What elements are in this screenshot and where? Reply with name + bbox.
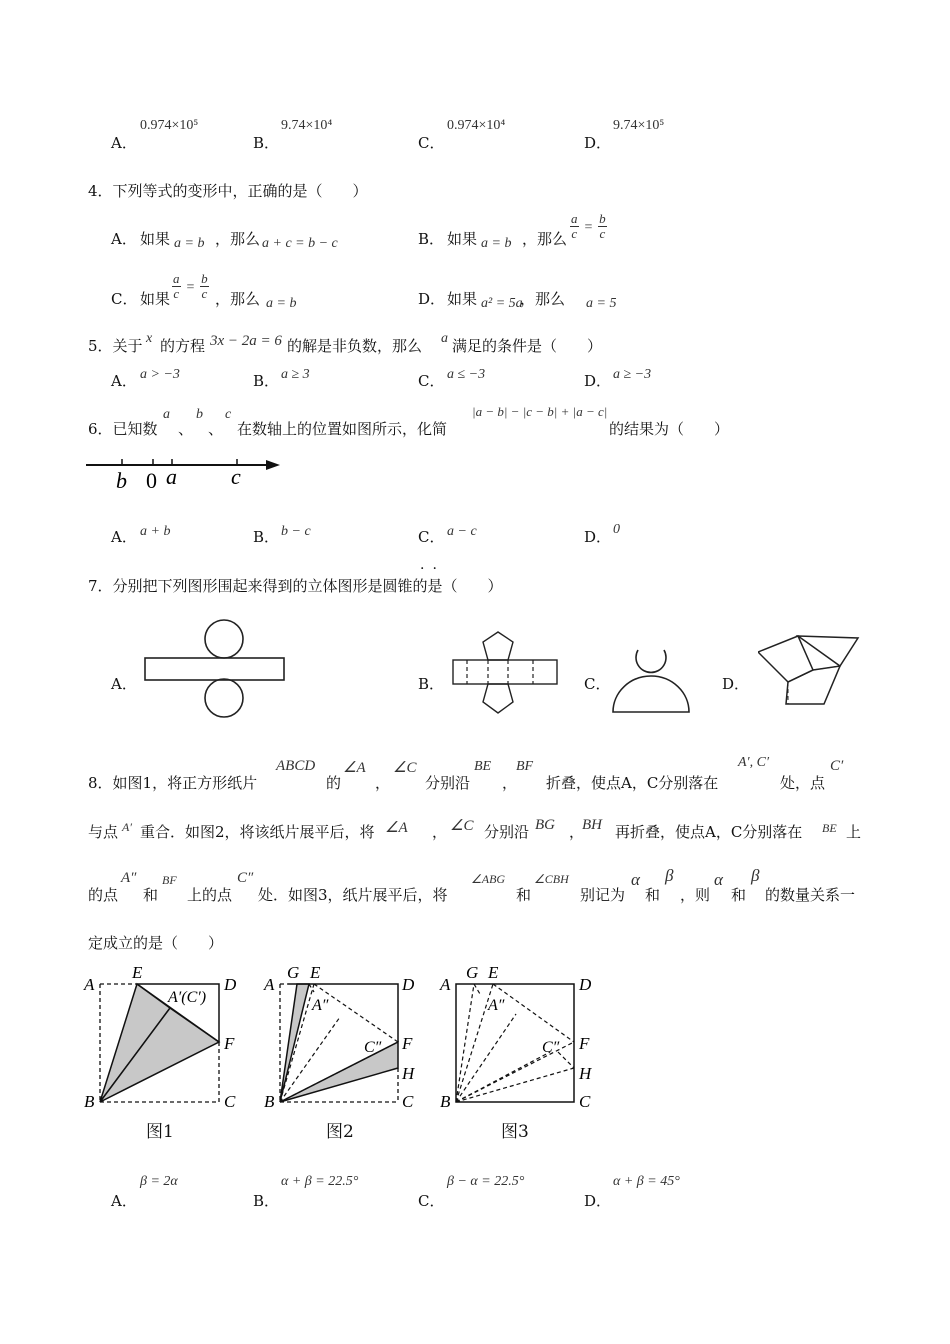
svg-text:E: E [132, 963, 143, 982]
q8-l1-t7: 处，点 [780, 774, 826, 792]
q8-l2-t7: 上 [846, 823, 862, 841]
q7-option-c-label: C． [584, 675, 611, 693]
svg-text:G: G [287, 963, 300, 982]
q8-l3-m4: ∠ABG [471, 872, 506, 886]
q8-l4: 定成立的是（ ） [88, 934, 224, 952]
q4-c-text2: ，那么 [215, 290, 261, 308]
q8-l2-m6: BE [822, 821, 837, 835]
q8-option-a-label: A． [111, 1192, 137, 1210]
q5-option-d-expr: a ≥ −3 [613, 367, 652, 382]
svg-text:G: G [466, 963, 479, 982]
figure-2-caption: 图2 [326, 1122, 354, 1142]
q8-l2-t5: ， [569, 823, 585, 841]
q8-option-c-label: C． [418, 1192, 445, 1210]
q8-option-a-expr: β = 2α [140, 1174, 178, 1189]
q8-l3-m3: C″ [237, 870, 254, 886]
q5-option-b-expr: a ≥ 3 [281, 367, 310, 382]
q8-l3-m8: α [714, 870, 723, 889]
figure-2 [260, 962, 430, 1142]
q8-l2-t6: 再折叠，使点A，C分别落在 [615, 823, 803, 841]
q8-l1-m6: A′, C′ [738, 755, 770, 770]
q4-option-c-label: C． [111, 290, 138, 308]
q6-text1: 6．已知数 [88, 420, 158, 438]
q4-d-cond: a² = 5a [481, 296, 523, 311]
svg-text:A′(C′): A′(C′) [168, 989, 207, 1006]
net-triangular-pyramid [758, 632, 863, 712]
q4-c-fraction-eq: $\frac{a}{c}$ = $\frac{b}{c}$ [173, 271, 208, 301]
q8-l3-m2: BF [162, 873, 177, 887]
svg-text:A″: A″ [488, 997, 505, 1014]
q5-var-x: x [146, 331, 153, 346]
arrow-icon [266, 460, 280, 470]
q5-text4: 满足的条件是（ ） [452, 337, 603, 355]
q8-l2-m2: ∠A [385, 820, 408, 836]
q3-option-c-label: C． [418, 134, 445, 152]
q4-c-text1: 如果 [140, 290, 171, 308]
q8-l3-m7: β [665, 866, 674, 885]
emphasis-dots: ·· [420, 561, 445, 577]
q8-l1-m7: C′ [830, 758, 844, 774]
q4-a-result: a + c = b − c [262, 236, 338, 251]
q8-option-c-expr: β − α = 22.5° [447, 1174, 525, 1189]
q5-text1: 5．关于 [88, 337, 143, 355]
net-cylinder [140, 618, 290, 718]
svg-text:H: H [579, 1064, 592, 1083]
q3-option-b-label: B． [253, 134, 280, 152]
q6-sep2: 、 [208, 420, 224, 438]
q3-option-b-expr: 9.74×10⁴ [281, 118, 333, 133]
q8-l1-t2: 的 [326, 774, 342, 792]
svg-text:A: A [84, 975, 95, 994]
q8-l1-t6: 折叠，使点A，C分别落在 [546, 774, 719, 792]
svg-text:B: B [84, 1092, 95, 1111]
q8-l1-t1: 8．如图1，将正方形纸片 [88, 774, 258, 792]
axis-label-c: c [231, 464, 241, 489]
q6-option-c-expr: a − c [447, 524, 477, 539]
q8-l3-t1: 的点 [88, 886, 119, 904]
q8-l3-m5: ∠CBH [534, 872, 569, 886]
q6-sep1: 、 [178, 420, 194, 438]
q3-option-d-label: D． [584, 134, 612, 152]
q8-l1-m2: ∠A [343, 760, 366, 776]
svg-text:E: E [310, 963, 321, 982]
q7-stem: 7．分别把下列图形围起来得到的立体图形是圆锥的是（ ） [88, 577, 503, 595]
q3-option-d-expr: 9.74×10⁵ [613, 118, 665, 133]
q8-option-b-expr: α + β = 22.5° [281, 1174, 359, 1189]
q4-option-a-label: A． [111, 230, 137, 248]
svg-text:C″: C″ [542, 1039, 560, 1056]
q5-var-a: a [441, 331, 448, 346]
q6-var-b: b [196, 407, 203, 422]
q4-d-text2: ，那么 [520, 290, 566, 308]
axis-label-a: a [166, 464, 177, 489]
q6-option-d-label: D． [584, 528, 612, 546]
q8-l3-t4: 处．如图3，纸片展平后，将 [258, 886, 448, 904]
q6-text3: 的结果为（ ） [609, 420, 730, 438]
figure-1 [82, 962, 242, 1142]
q8-l2-m4: BG [535, 817, 555, 833]
q8-l3-m9: β [751, 866, 760, 885]
q6-option-a-label: A． [111, 528, 137, 546]
q8-l1-t5: ， [502, 774, 518, 792]
q4-b-text2: ，那么 [522, 230, 568, 248]
q7-option-a-label: A． [111, 675, 137, 693]
q6-option-c-label: C． [418, 528, 445, 546]
q8-l3-t9: 和 [731, 886, 747, 904]
q8-l2-t2: 重合．如图2，将该纸片展平后，将 [140, 823, 375, 841]
q8-l3-t7: 和 [645, 886, 661, 904]
svg-text:A: A [440, 975, 451, 994]
svg-text:C: C [579, 1092, 591, 1111]
q7-option-d-label: D． [722, 675, 750, 693]
net-pentagonal-prism [445, 628, 565, 718]
q8-l3-t6: 别记为 [580, 886, 626, 904]
q4-c-result: a = b [266, 296, 297, 311]
q4-stem: 4．下列等式的变形中，正确的是（ ） [88, 182, 368, 200]
q6-option-d-expr: 0 [613, 522, 620, 537]
q7-option-b-label: B． [418, 675, 445, 693]
q5-option-c-expr: a ≤ −3 [447, 367, 486, 382]
figure-1-caption: 图1 [146, 1122, 174, 1142]
q5-equation: 3x − 2a = 6 [210, 333, 282, 349]
net-cone [608, 640, 698, 716]
svg-text:D: D [402, 975, 415, 994]
q8-l2-m5: BH [582, 817, 602, 833]
figure-3-caption: 图3 [501, 1122, 529, 1142]
q8-l3-t2: 和 [143, 886, 159, 904]
q8-l3-t3: 上的点 [187, 886, 233, 904]
axis-label-0: 0 [146, 468, 157, 493]
q8-l3-t5: 和 [516, 886, 532, 904]
q8-l1-m5: BF [516, 759, 534, 774]
q8-l2-t1: 与点 [88, 823, 119, 841]
q8-l2-t4: 分别沿 [484, 823, 530, 841]
q4-b-fraction-eq: $\frac{a}{c}$ = $\frac{b}{c}$ [571, 211, 606, 241]
svg-text:C: C [224, 1092, 236, 1111]
q3-option-a-label: A． [111, 134, 137, 152]
svg-text:B: B [264, 1092, 275, 1111]
q6-text2: 在数轴上的位置如图所示，化简 [237, 420, 448, 438]
q5-option-c-label: C． [418, 372, 445, 390]
q3-option-a-expr: 0.974×10⁵ [140, 118, 199, 133]
q8-l2-m3: ∠C [450, 818, 474, 834]
q6-option-b-expr: b − c [281, 524, 311, 539]
q6-option-b-label: B． [253, 528, 280, 546]
q8-l1-t4: 分别沿 [425, 774, 471, 792]
q8-l3-t10: 的数量关系一 [765, 886, 856, 904]
svg-text:C″: C″ [364, 1039, 382, 1056]
q8-l2-t3: ， [432, 823, 448, 841]
svg-text:B: B [440, 1092, 451, 1111]
q5-option-a-expr: a > −3 [140, 367, 180, 382]
q5-option-b-label: B． [253, 372, 280, 390]
q8-l3-t8: ，则 [680, 886, 711, 904]
svg-text:D: D [224, 975, 237, 994]
q4-a-text1: 如果 [140, 230, 171, 248]
q4-option-b-label: B． [418, 230, 445, 248]
number-line [84, 452, 294, 494]
q8-l2-m1: A′ [122, 820, 132, 834]
svg-text:F: F [402, 1034, 413, 1053]
q4-option-d-label: D． [418, 290, 446, 308]
q3-option-c-expr: 0.974×10⁴ [447, 118, 506, 133]
q8-option-b-label: B． [253, 1192, 280, 1210]
q5-option-a-label: A． [111, 372, 137, 390]
q5-text3: 的解是非负数，那么 [287, 337, 423, 355]
figure-3 [438, 962, 608, 1142]
q8-option-d-expr: α + β = 45° [613, 1174, 680, 1189]
q4-a-cond: a = b [174, 236, 205, 251]
axis-label-b: b [116, 468, 127, 493]
svg-text:A″: A″ [312, 997, 329, 1014]
svg-text:H: H [402, 1064, 415, 1083]
q4-d-text1: 如果 [447, 290, 478, 308]
q4-a-text2: ，那么 [215, 230, 261, 248]
q6-expression: |a − b| − |c − b| + |a − c| [472, 404, 608, 419]
svg-text:A: A [264, 975, 275, 994]
q6-option-a-expr: a + b [140, 524, 171, 539]
svg-text:F: F [579, 1034, 590, 1053]
q8-l1-m1: ABCD [276, 758, 316, 774]
q4-d-result: a = 5 [586, 296, 617, 311]
q5-text2: 的方程 [160, 337, 206, 355]
q8-l3-m1: A″ [121, 870, 137, 886]
svg-text:E: E [488, 963, 499, 982]
q4-b-cond: a = b [481, 236, 512, 251]
q8-option-d-label: D． [584, 1192, 612, 1210]
q8-l1-t3: ， [375, 774, 391, 792]
svg-text:D: D [579, 975, 592, 994]
q8-l3-m6: α [631, 870, 640, 889]
svg-text:C: C [402, 1092, 414, 1111]
q6-var-c: c [225, 407, 232, 422]
q8-l1-m4: BE [474, 759, 492, 774]
svg-text:F: F [224, 1034, 235, 1053]
q6-var-a: a [163, 407, 170, 422]
q5-option-d-label: D． [584, 372, 612, 390]
q8-l1-m3: ∠C [393, 760, 417, 776]
q4-b-text1: 如果 [447, 230, 478, 248]
